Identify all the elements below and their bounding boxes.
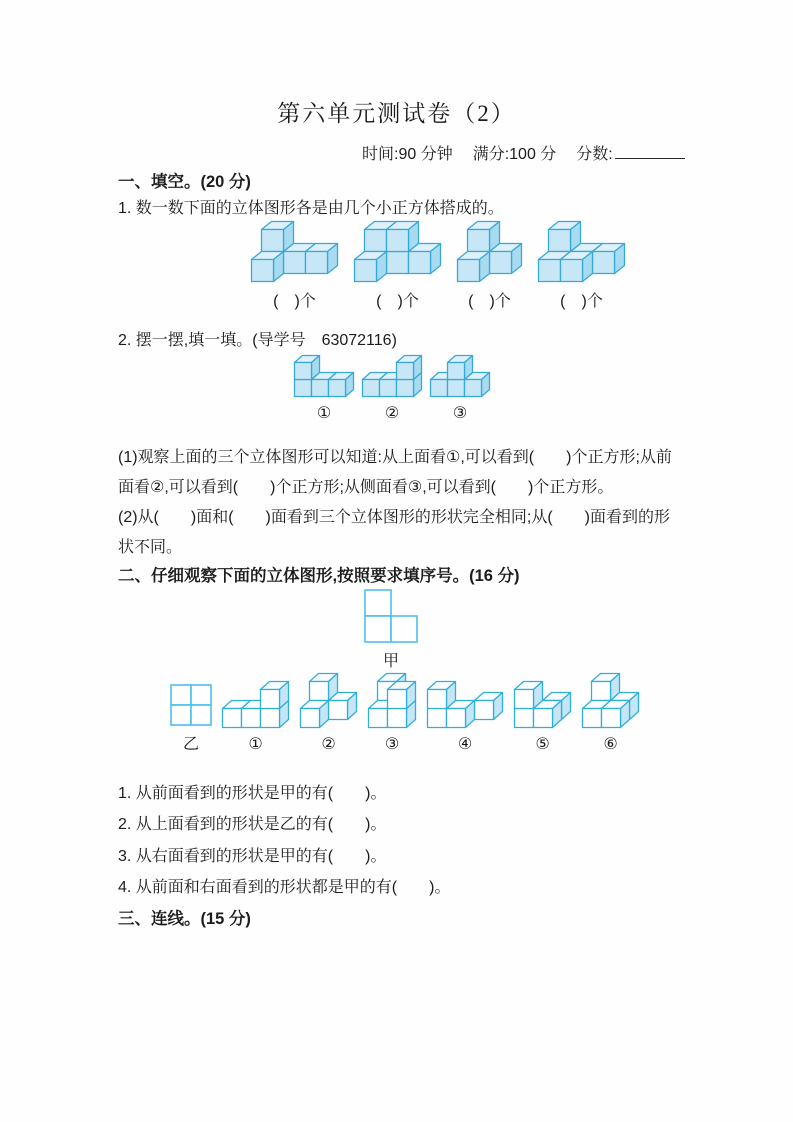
figure-number-label: ① <box>316 405 332 422</box>
section-two-heading: 二、仔细观察下面的立体图形,按照要求填序号。(16 分) <box>118 567 520 585</box>
figure-number-label: ⑤ <box>535 736 550 753</box>
cube-figure-2 <box>353 220 442 311</box>
score-label: 分数: <box>576 141 684 164</box>
answer-blank-label: ( )个 <box>468 293 511 310</box>
figure-number-label: ③ <box>384 736 400 753</box>
solid-figure-5-drawing <box>513 680 572 729</box>
q2-figure-3-drawing <box>429 354 491 398</box>
q2-figure-2 <box>361 354 423 423</box>
solid-figure-5 <box>513 680 572 754</box>
q2-sub-line-1: (1)观察上面的三个立体图形可以知道:从上面看①,可以看到( )个正方形;从前 <box>118 449 672 466</box>
cube-figure-4-drawing <box>537 220 626 283</box>
jia-figure <box>364 589 418 671</box>
figure-number-label: ② <box>321 736 336 753</box>
solid-figure-4-drawing <box>426 680 504 729</box>
answer-blank-label: ( )个 <box>560 293 603 310</box>
figure-number-label: ① <box>248 736 263 753</box>
solid-figure-6 <box>581 672 640 754</box>
q2-sub-line-2: 面看②,可以看到( )个正方形;从侧面看③,可以看到( )个正方形。 <box>118 479 614 496</box>
jia-figure-drawing <box>364 589 418 643</box>
q2-sub-line-3: (2)从( )面和( )面看到三个立体图形的形状完全相同;从( )面看到的形 <box>118 509 670 526</box>
solid-figure-1-drawing <box>221 680 290 729</box>
solid-figure-2-drawing <box>299 672 358 729</box>
cube-figure-1 <box>250 220 339 311</box>
exam-info-line <box>362 141 685 164</box>
q2-figure-1 <box>293 354 355 423</box>
answer-blank-label: ( )个 <box>376 293 419 310</box>
cube-figure-3-drawing <box>456 220 523 283</box>
answer-blank-label: ( )个 <box>273 293 316 310</box>
yi-figure <box>170 684 212 754</box>
solid-figure-6-drawing <box>581 672 640 729</box>
figure-number-label: ⑥ <box>603 736 618 753</box>
yi-figure-drawing <box>170 684 212 726</box>
cube-figure-2-drawing <box>353 220 442 283</box>
figure-number-label: ③ <box>452 405 468 422</box>
cube-figure-3 <box>456 220 523 311</box>
section-two-question-1: 1. 从前面看到的形状是甲的有( )。 <box>118 785 387 802</box>
page-title: 第六单元测试卷（2） <box>277 101 516 126</box>
full-score-label: 满分:100 分 <box>472 146 557 163</box>
q1-figures-row <box>250 220 626 311</box>
section-one-heading: 一、填空。(20 分) <box>118 173 251 191</box>
section-two-question-4: 4. 从前面和右面看到的形状都是甲的有( )。 <box>118 879 451 896</box>
section-two-question-3: 3. 从右面看到的形状是甲的有( )。 <box>118 848 387 865</box>
jia-label: 甲 <box>382 653 399 670</box>
q2-figure-1-drawing <box>293 354 355 398</box>
q2-text: 2. 摆一摆,填一填。(导学号 63072116) <box>118 332 397 349</box>
q2-figure-2-drawing <box>361 354 423 398</box>
figure-number-label: ② <box>384 405 400 422</box>
figure-number-label: ④ <box>457 736 473 753</box>
solid-figure-3-drawing <box>367 672 417 729</box>
section-two-question-2: 2. 从上面看到的形状是乙的有( )。 <box>118 816 387 833</box>
q1-text: 1. 数一数下面的立体图形各是由几个小正方体搭成的。 <box>118 200 504 217</box>
q2-sub-line-4: 状不同。 <box>118 539 183 556</box>
score-blank <box>615 143 685 159</box>
cube-figure-1-drawing <box>250 220 339 283</box>
yi-label: 乙 <box>182 736 199 753</box>
q2-figures-row <box>293 354 491 423</box>
time-label: 时间:90 分钟 <box>362 146 453 163</box>
section-three-heading: 三、连线。(15 分) <box>118 910 251 928</box>
solid-figure-1 <box>221 680 290 754</box>
solid-figure-4 <box>426 680 504 754</box>
q2-figure-3 <box>429 354 491 423</box>
solid-figure-2 <box>299 672 358 754</box>
solid-figure-3 <box>367 672 417 754</box>
cube-figure-4 <box>537 220 626 311</box>
section-two-figures-row <box>170 672 640 754</box>
